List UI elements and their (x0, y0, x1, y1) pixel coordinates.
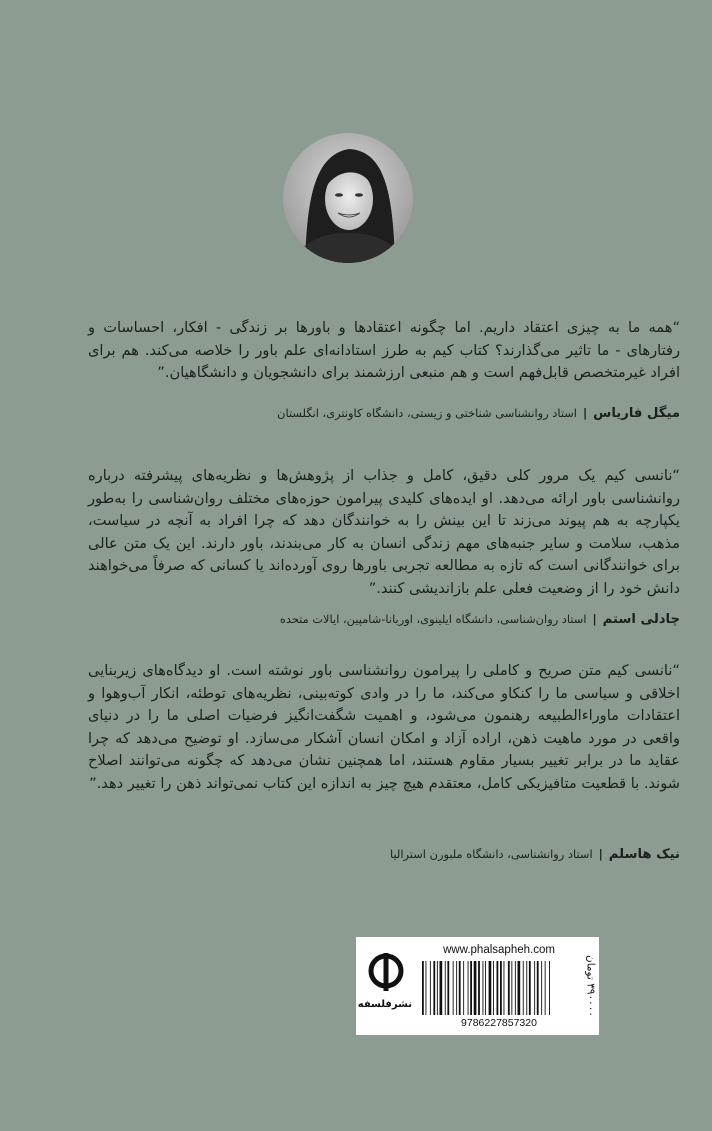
reviewer-title: استاد روانشناسی، دانشگاه ملبورن استرالیا (389, 847, 593, 861)
review-attribution (88, 612, 680, 627)
barcode-bar (534, 961, 535, 1015)
publisher-website: www.phalsapheh.com (443, 944, 555, 956)
barcode-bar (537, 961, 539, 1015)
reviewer-name: میگل فارياس (593, 406, 680, 421)
barcode-bar (526, 961, 527, 1015)
barcode-bar (523, 961, 524, 1015)
barcode-bar (459, 961, 461, 1015)
barcode-bar (489, 961, 492, 1015)
price-label: ۳۹۰۰۰۰ تومان (584, 954, 597, 1018)
barcode-bar (545, 961, 546, 1015)
barcode-bar (437, 961, 438, 1015)
barcode-bar (470, 961, 472, 1015)
barcode-bar (463, 961, 464, 1015)
barcode-bar (508, 961, 510, 1015)
barcode-box (356, 937, 599, 1035)
barcode-bar (422, 961, 424, 1015)
barcode-bar (478, 961, 480, 1015)
barcode-bar (497, 961, 499, 1015)
separator: | (598, 847, 603, 861)
reviewer-name: چادلی استم (602, 612, 680, 627)
author-portrait (283, 133, 413, 263)
barcode-bar (515, 961, 516, 1015)
review-attribution (88, 406, 680, 421)
reviewer-name: نیک هاسلم (608, 847, 680, 862)
barcode-bar (456, 961, 457, 1015)
barcode-bar (474, 961, 477, 1015)
barcode-bar (483, 961, 484, 1015)
price-strip (582, 937, 599, 1035)
barcode-bar (447, 961, 449, 1015)
barcode-bar (500, 961, 502, 1015)
barcode-bar (549, 961, 550, 1015)
barcode-bar (511, 961, 512, 1015)
barcode-bar (468, 961, 469, 1015)
reviewer-title: استاد روانشناسی شناختی و زیستی، دانشگاه کاونتری، انگلستان (277, 406, 577, 420)
barcode-bar (518, 961, 521, 1015)
barcode-bar (529, 961, 531, 1015)
isbn-number: 9786227857320 (461, 1017, 537, 1029)
barcode-bar (445, 961, 446, 1015)
barcode-bar (440, 961, 443, 1015)
barcode-bar (493, 961, 494, 1015)
publisher-logo-icon (366, 949, 406, 995)
review-quote: “نانسی کیم متن صریح و کاملی را پیرامون روانشناسی باور نوشته است. او دیدگاه‌های زیربنایی اخلاقی و سیاسی ما را کنکاو می‌کند، ما را در وادی کوته‌بینی، نظریه‌های توطئه، انکار آب‌وهوا و اعتقادات ماوراءالطبیعه رهنمون می‌شود، و اهمیت شگفت‌انگیز فرضیات اصلی ما را در دنیای واقعی در مورد ماهیت ذهن، اراده آزاد و امکان انسان آشکار می‌سازد. او توضیح می‌دهد که چرا عقاید ما در برابر تغییر بسیار مقاوم هستند، اما همچنین نشان می‌دهد که چگونه می‌توانند اصلاح شوند. با قطعیت متافیزیکی کامل، معتقدم هیچ چیز به اندازه این کتاب نمی‌تواند ذهن را تغییر دهد.” (88, 662, 680, 792)
barcode-bar (433, 961, 435, 1015)
review-quote: “همه ما به چیزی اعتقاد داریم. اما چگونه اعتقادها و باورها بر زندگی - افکار، احساسات و رفتارهای - ما تاثیر می‌گذارند؟ کتاب کیم به طرز استادانه‌ای علم باور را خلاصه می‌کند. هم برای افراد غیرمتخصص قابل‌فهم است و هم منبعی ارزشمند برای دانشجویان و دانشگاهیان.” (88, 319, 680, 382)
barcode-bar (426, 961, 427, 1015)
barcode-bar (485, 961, 486, 1015)
review-quote: “نانسی کیم یک مرور کلی دقیق، کامل و جذاب از پژوهش‌ها و نظریه‌های پیشرفته درباره روانشناسی باور ارائه می‌دهد. او ایده‌های کلیدی پیرامون حوزه‌های مختلف روان‌شناسی را به‌طور یکپارچه به هم پیوند می‌زند تا این بینش را به خوانندگان دهد که چرا افراد به آنچه در سیاست، مذهب، سلامت و سایر جنبه‌های مهم زندگی انسان به کار می‌بندند، باور دارند. این یک متن عالی برای خوانندگانی است که تازه به مطالعه تجربی باورها روی آورده‌اند یا کسانی که صرفاً می‌خواهند دانش خود را از وضعیت فعلی علم بازاندیشی کنند.” (88, 467, 680, 597)
barcode-bar (430, 961, 431, 1015)
barcode-bar (504, 961, 505, 1015)
separator: | (582, 406, 588, 420)
separator: | (592, 612, 597, 626)
barcode-bar (453, 961, 454, 1015)
barcode-bar (541, 961, 542, 1015)
review-attribution (88, 847, 680, 862)
publisher-name: نشرفلسفه (357, 999, 412, 1010)
reviewer-title: استاد روان‌شناسی، دانشگاه ایلینوی، اوربانا-شامپین، ایالات متحده (279, 612, 587, 626)
barcode (420, 961, 576, 1015)
